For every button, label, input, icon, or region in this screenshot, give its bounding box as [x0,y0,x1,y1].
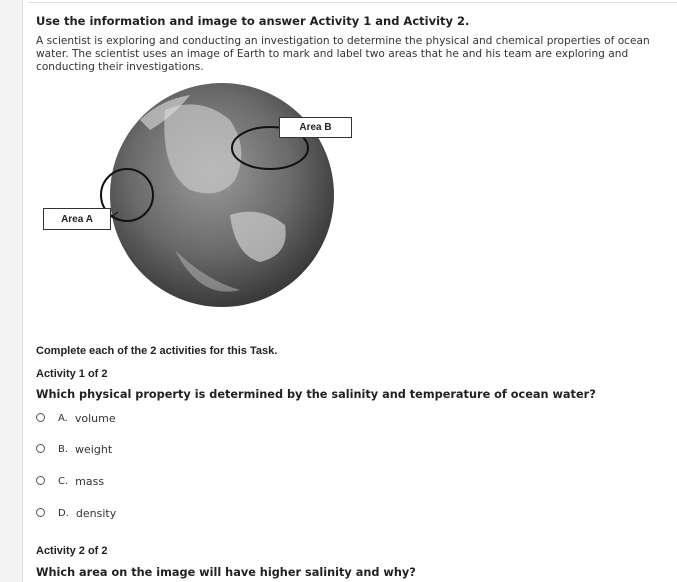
option-b[interactable] [36,443,112,456]
activity2-title: Activity 2 of 2 [36,545,108,557]
option-letter: B. [58,444,69,455]
option-letter: A. [58,413,68,424]
instruction-heading: Use the information and image to answer Activity 1 and Activity 2. [36,14,470,28]
activity1-question: Which physical property is determined by the salinity and temperature of ocean water? [36,388,596,401]
option-letter: C. [58,476,69,487]
option-text: mass [75,475,105,488]
radio-button[interactable] [36,476,45,485]
radio-button[interactable] [36,413,45,422]
passage-text: A scientist is exploring and conducting an investigation to determine the physical and chemical properties of ocean water. The scientist uses an image of Earth to mark and label two areas that he and his team are exploring and conducting their investigations. [36,35,650,73]
area-a-label: Area A [43,208,111,230]
activity2-question: Which area on the image will have higher salinity and why? [36,566,416,579]
task-intro: Complete each of the 2 activities for this Task. [36,345,278,357]
option-text: density [75,507,117,520]
area-b-label: Area B [279,117,352,138]
option-c[interactable] [36,475,104,488]
activity1-title: Activity 1 of 2 [36,368,108,380]
radio-button[interactable] [36,444,45,453]
option-letter: D. [58,508,69,519]
option-text: volume [74,412,116,425]
option-text: weight [75,443,113,456]
option-d[interactable] [36,507,116,520]
radio-button[interactable] [36,508,45,517]
option-a[interactable] [36,412,116,425]
